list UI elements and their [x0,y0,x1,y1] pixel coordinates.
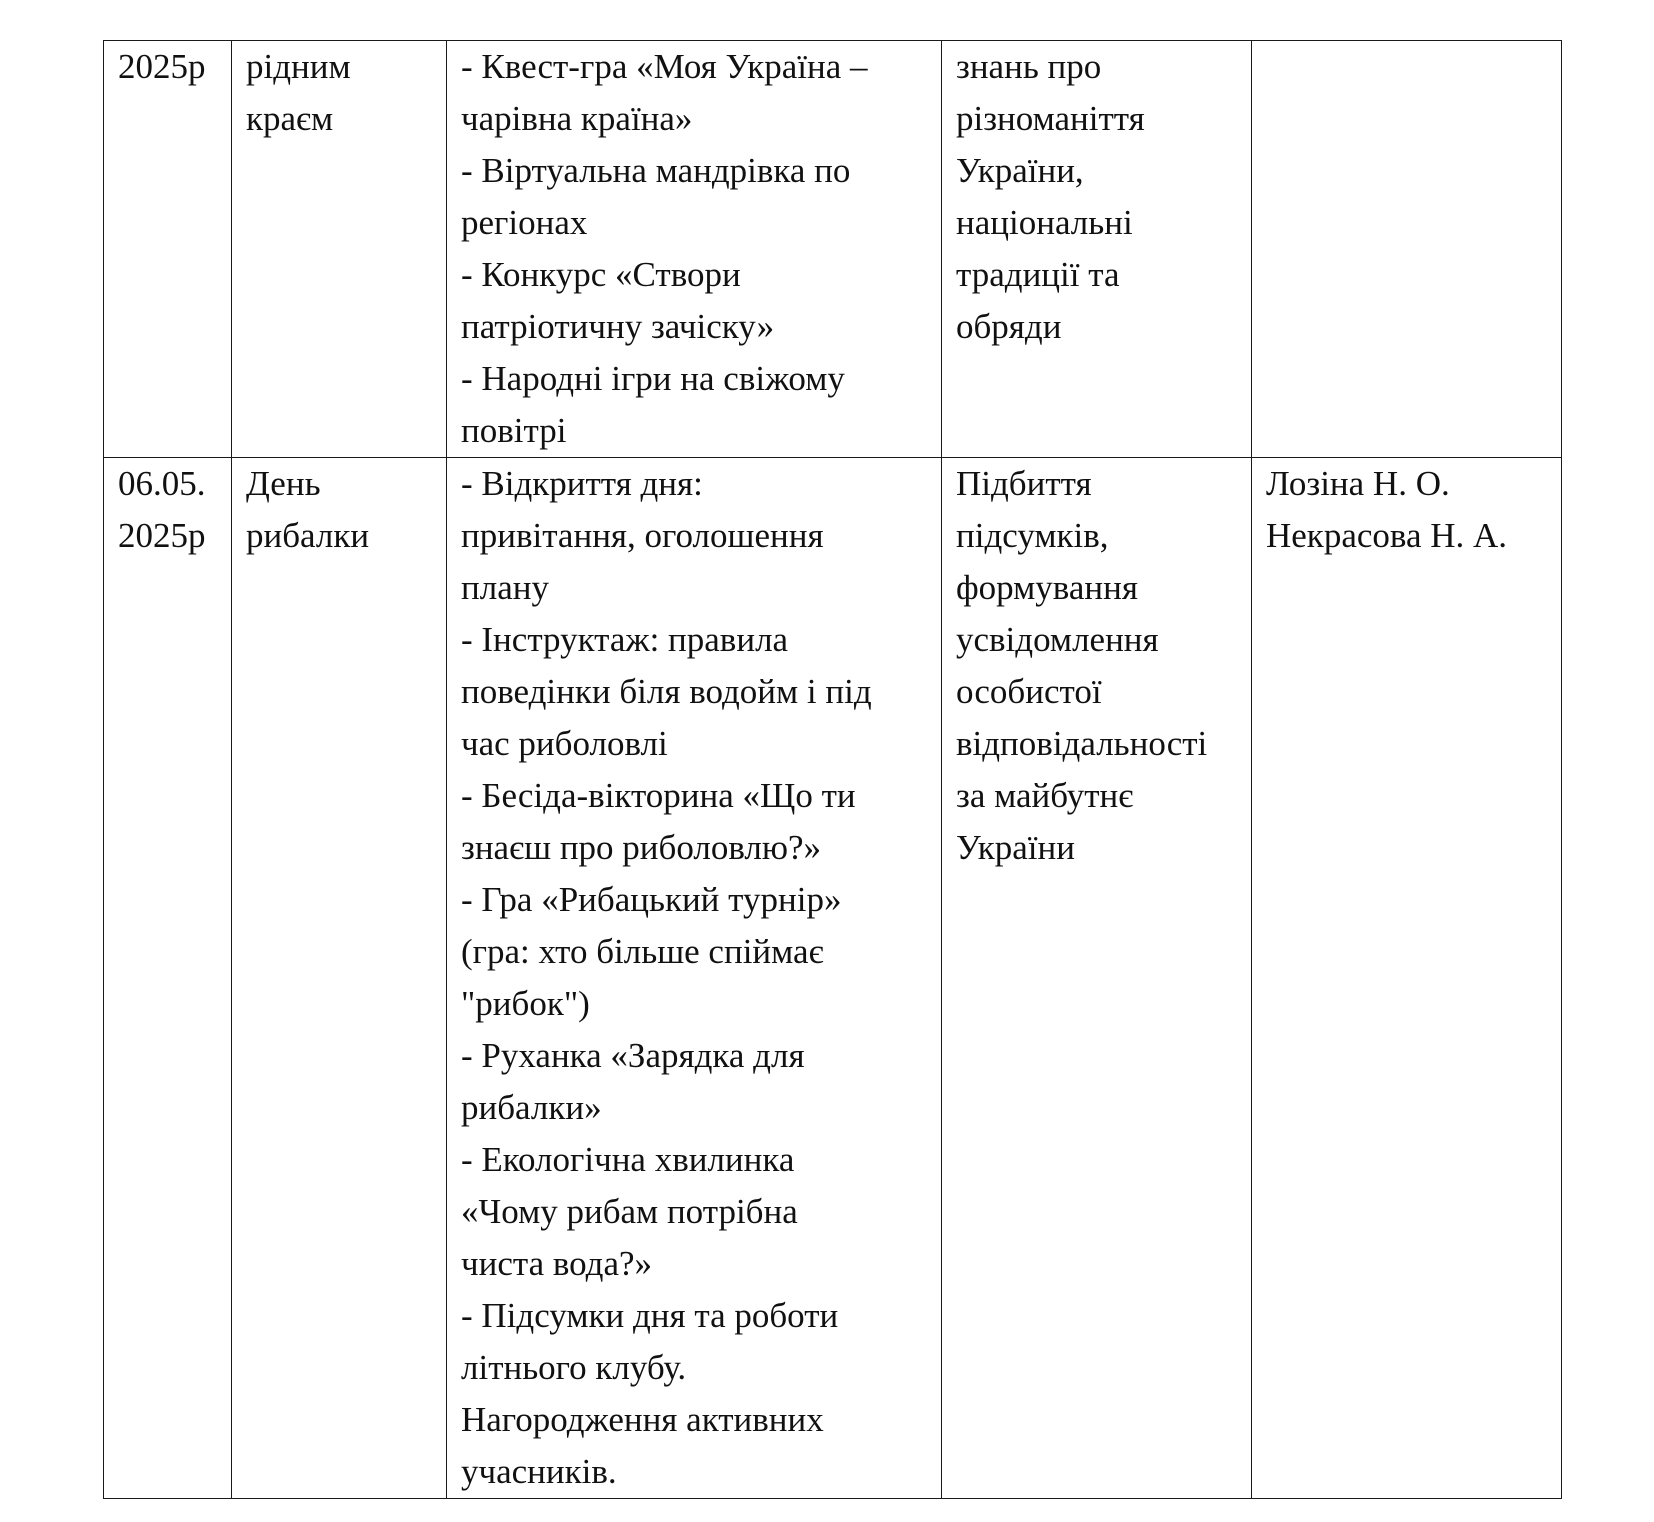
responsible-cell [1252,41,1562,458]
activity-line: знаєш про риболовлю?» [461,828,822,867]
activity-line: повітрі [461,411,567,450]
table-row [104,458,1562,1499]
activity-line: патріотичну зачіску» [461,307,775,346]
activity-line: час риболовлі [461,724,668,763]
outcomes-cell [942,458,1252,1499]
activity-line: - Інструктаж: правила [461,620,789,659]
activities-cell [447,458,942,1499]
activity-line: плану [461,568,549,607]
outcome-line: Підбиття [956,464,1092,503]
activity-line: - Гра «Рибацький турнір» [461,880,842,919]
theme-cell [232,41,447,458]
activity-line: - Конкурс «Створи [461,255,741,294]
outcome-line: України, [956,151,1084,190]
outcome-line: України [956,828,1075,867]
activity-line: - Відкриття дня: [461,464,703,503]
activity-line: літнього клубу. [461,1348,687,1387]
activity-line: - Підсумки дня та роботи [461,1296,839,1335]
activity-line: «Чому рибам потрібна [461,1192,798,1231]
responsible-line: Лозіна Н. О. [1266,464,1450,503]
activity-line: чарівна країна» [461,99,693,138]
outcomes-cell [942,41,1252,458]
theme-line: рідним [246,47,351,86]
date-line: 2025р [118,516,206,555]
outcome-line: усвідомлення [956,620,1159,659]
theme-line: краєм [246,99,334,138]
activities-cell [447,41,942,458]
theme-cell [232,458,447,1499]
date-cell [104,41,232,458]
outcome-line: національні [956,203,1133,242]
activity-line: чиста вода?» [461,1244,653,1283]
activity-line: "рибок") [461,984,590,1023]
activity-plan-table [103,40,1562,1499]
responsible-line: Некрасова Н. А. [1266,516,1508,555]
activity-line: - Віртуальна мандрівка по [461,151,851,190]
activity-line: - Бесіда-вікторина «Що ти [461,776,856,815]
activity-line: (гра: хто більше спіймає [461,932,824,971]
activity-line: - Народні ігри на свіжому [461,359,845,398]
activity-line: привітання, оголошення [461,516,824,555]
activity-line: Нагородження активних [461,1400,824,1439]
outcome-line: за майбутнє [956,776,1134,815]
outcome-line: обряди [956,307,1062,346]
date-line: 06.05. [118,464,206,503]
outcome-line: підсумків, [956,516,1109,555]
activity-line: поведінки біля водойм і під [461,672,872,711]
activity-line: регіонах [461,203,588,242]
responsible-cell [1252,458,1562,1499]
activity-line: учасників. [461,1452,617,1491]
outcome-line: традиції та [956,255,1120,294]
outcome-line: знань про [956,47,1102,86]
date-cell [104,458,232,1499]
activity-line: - Екологічна хвилинка [461,1140,795,1179]
outcome-line: формування [956,568,1138,607]
activity-line: рибалки» [461,1088,602,1127]
outcome-line: різноманіття [956,99,1145,138]
outcome-line: особистої [956,672,1102,711]
date-line: 2025р [118,47,206,86]
theme-line: День [246,464,321,503]
activity-line: - Квест-гра «Моя Україна – [461,47,868,86]
table-row [104,41,1562,458]
outcome-line: відповідальності [956,724,1208,763]
activity-line: - Руханка «Зарядка для [461,1036,805,1075]
theme-line: рибалки [246,516,370,555]
